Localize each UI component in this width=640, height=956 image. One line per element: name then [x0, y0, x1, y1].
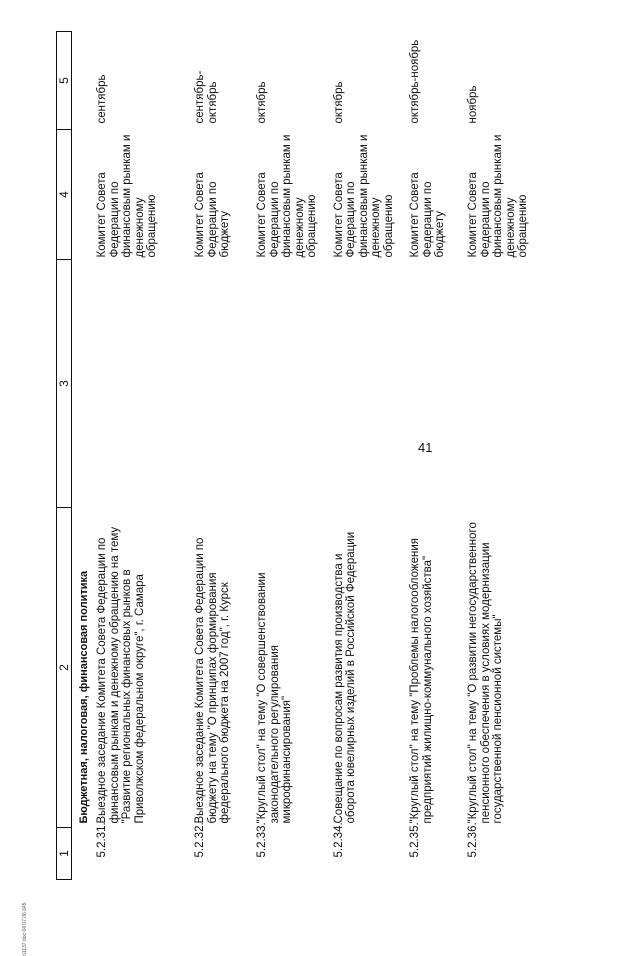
row-responsible: Комитет Совета Федерации по финансовым рынкам и денежному обращению: [332, 134, 395, 258]
row-number: 5.2.34.: [332, 822, 345, 858]
rotated-table-container: [56, 32, 529, 880]
section-title: Бюджетная, налоговая, финансовая политика: [78, 570, 90, 824]
row-responsible: Комитет Совета Федерации по финансовым рынкам и денежному обращению: [467, 134, 529, 258]
row-event: "Круглый стол" на тему "О совершенствовании законодательного регулирования микрофинансирования": [256, 572, 293, 824]
row-timing: ноябрь: [467, 85, 479, 124]
row-event: Совещание по вопросам развития производства и оборота ювелирных изделий в Российской Федерации: [332, 531, 357, 824]
row-event: Выездное заседание Комитета Совета Федерации по бюджету на тему "О принципах формирования федерального бюджета на 2007 год", г. Курск: [194, 537, 231, 824]
table-row: [90, 32, 188, 880]
row-responsible: Комитет Совета Федерации по бюджету: [194, 172, 231, 258]
plan-table: [56, 31, 538, 880]
table-row: [188, 32, 250, 880]
row-number: 5.2.31.: [96, 822, 108, 858]
table-header-row: [57, 32, 72, 880]
row-timing: сентябрь: [96, 74, 108, 124]
row-timing: октябрь-ноябрь: [409, 39, 421, 124]
row-responsible: Комитет Совета Федерации по бюджету: [409, 172, 446, 258]
row-responsible: Комитет Совета Федерации по финансовым рынкам и денежному обращению: [96, 134, 158, 258]
row-number: 5.2.33.: [256, 822, 268, 858]
section-row: [72, 32, 91, 880]
table-row: [403, 32, 461, 880]
row-col3: [250, 260, 327, 508]
row-event: "Круглый стол" на тему "О развитии негосударственного пенсионного обеспечения в условиях модернизации государственной пенсионной системы": [467, 522, 504, 824]
row-col3: [327, 260, 404, 508]
row-timing: октябрь: [332, 81, 345, 124]
table-row: [327, 32, 404, 880]
header-col-2: 2: [57, 508, 72, 828]
row-number: 5.2.32.: [194, 822, 206, 858]
footer-note: n1137.doc 04.07.06 645: [22, 902, 28, 956]
header-col-3: 3: [57, 260, 72, 508]
row-col3: [188, 260, 250, 508]
table-row: [461, 32, 538, 880]
row-col3: [403, 260, 461, 508]
row-col3: [90, 260, 188, 508]
header-col-5: 5: [57, 32, 72, 130]
row-timing: октябрь: [256, 81, 268, 124]
header-col-1: 1: [57, 828, 72, 880]
row-timing: сентябрь-октябрь: [194, 70, 219, 124]
row-col3: [461, 260, 538, 508]
row-event: "Круглый стол" на тему "Проблемы налогообложения предприятий жилищно-коммунального хозяйства": [409, 538, 434, 824]
row-number: 5.2.36.: [467, 822, 479, 858]
table-row: [250, 32, 327, 880]
row-event: Выездное заседание Комитета Совета Федерации по финансовым рынкам и денежному обращению на тему "Развитие региональных финансовых рынков в Приволжском федеральном округе", г. Самара: [96, 526, 146, 824]
row-responsible: Комитет Совета Федерации по финансовым рынкам и денежному обращению: [256, 134, 318, 258]
header-col-4: 4: [57, 130, 72, 260]
page-number: 41: [418, 440, 433, 455]
row-number: 5.2.35.: [409, 822, 421, 858]
